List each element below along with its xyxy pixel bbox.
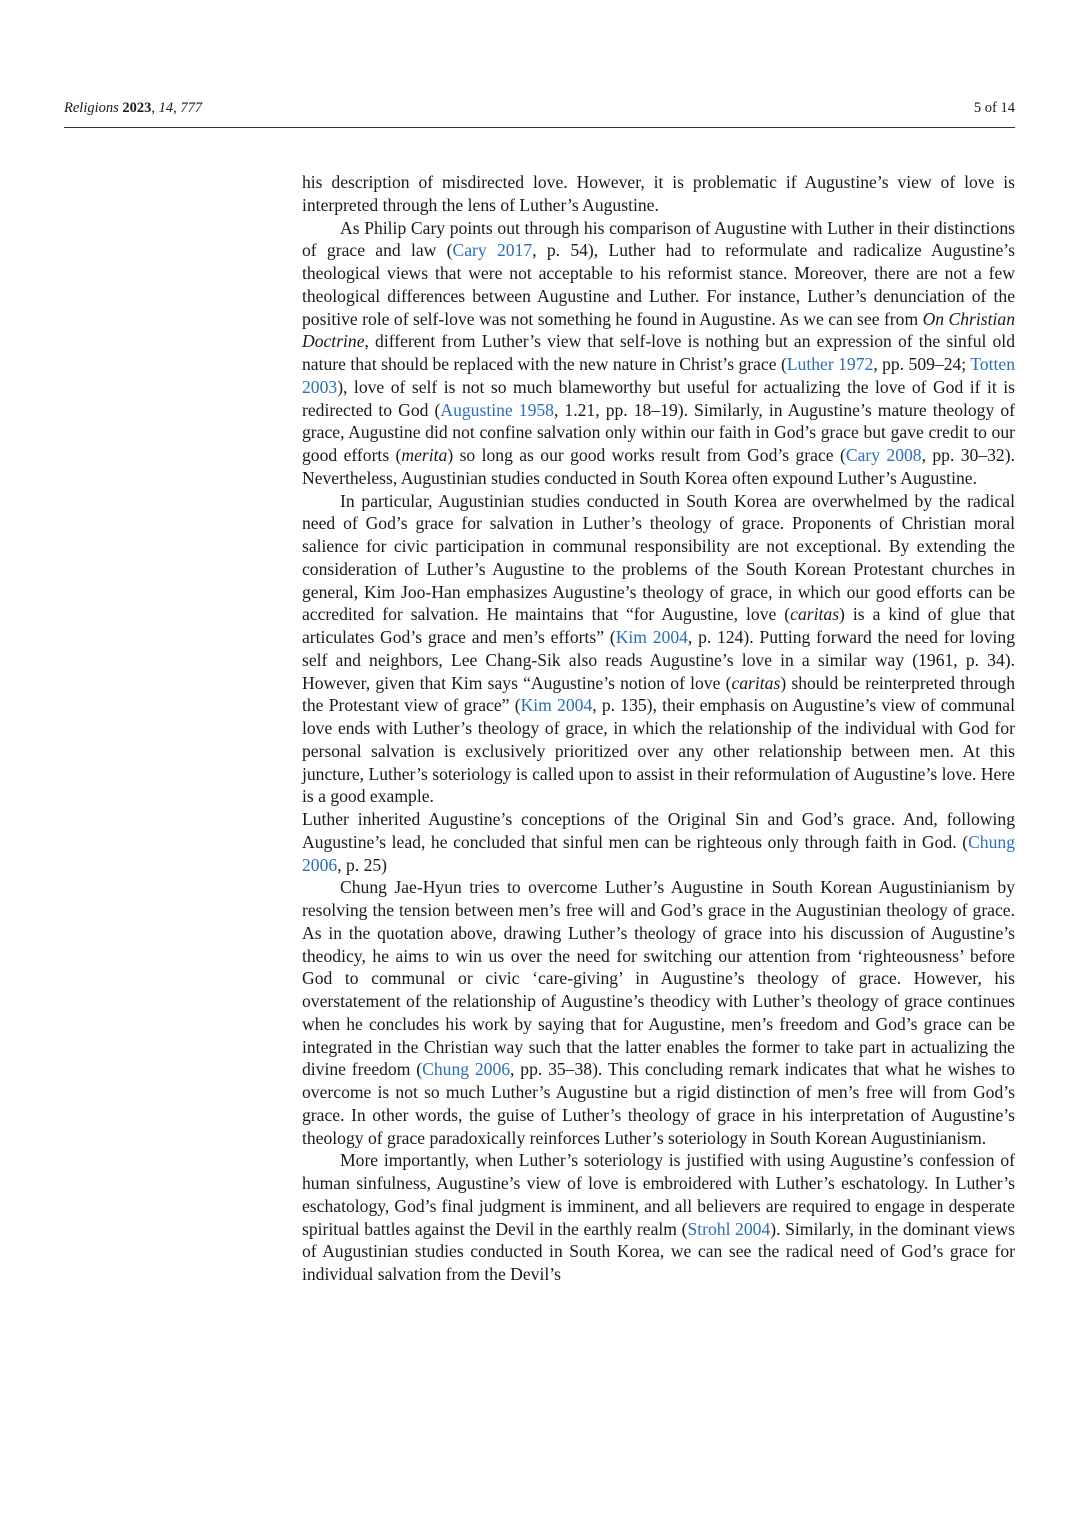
page-number: 5 of 14 — [973, 100, 1015, 116]
citation-link-luther-1972[interactable]: Luther 1972 — [786, 354, 874, 374]
citation-link-augustine-1958[interactable]: Augustine 1958 — [440, 399, 554, 420]
citation-link-kim-2004[interactable]: Kim 2004 — [615, 627, 688, 647]
italic-term: merita — [401, 445, 448, 465]
running-header — [64, 100, 1015, 120]
paragraph-4: Chung Jae-Hyun tries to overcome Luther’s Augustine in South Korean Augustinianism by resolving the tension between men’s free will and God’s grace in the Augustinian theology of grace. As in the quotation above, drawing Luther’s theology of grace into his discussion of Augustine’s theodicy, he aims to win us over the need for switching our attention from ‘righteousness’ before God to communal or civic ‘care-giving’ in Augustine’s theology of grace. However, his overstatement of the relationship of Augustine’s theodicy with Luther’s theology of grace continues when he concludes his work by saying that for Augustine, men’s freedom and God’s grace can be integrated in the Christian way such that the latter enables the former to take part in actualizing the divine freedom (Chung 2006, pp. 35–38). This concluding remark indicates that what he wishes to overcome is not so much Luther’s Augustine but a rigid distinction of men’s free will from God’s grace. In other words, the guise of Luther’s theology of grace in his interpretation of Augustine’s theology of grace paradoxically reinforces Luther’s soteriology in South Korean Augustinianism. — [302, 877, 1015, 1148]
paragraph-2: As Philip Cary points out through his comparison of Augustine with Luther in their distinctions of grace and law (Cary 2017, p. 54), Luther had to reformulate and radicalize Augustine’s theological views that were not acceptable to his reformist stance. Moreover, there are not a few theological differences between Augustine and Luther. For instance, Luther’s denunciation of the positive role of self-love was not something he found in Augustine. As we can see from On Christian Doctrine, different from Luther’s view that self-love is nothing but an expression of the sinful old nature that should be replaced with the new nature in Christ’s grace (Luther 1972, pp. 509–24; Totten 2003), love of self is not so much blameworthy but useful for actualizing the love of God if it is redirected to God (Augustine 1958, 1.21, pp. 18–19). Similarly, in Augustine’s mature theology of grace, Augustine did not confine salvation only within our faith in God’s grace but gave credit to our good efforts (merita) so long as our good works result from God’s grace (Cary 2008, pp. 30–32). Nevertheless, Augustinian studies conducted in South Korea often expound Luther’s Augustine. — [302, 217, 1016, 488]
italic-term: caritas — [790, 604, 840, 625]
citation-volume-page: , 14, 777 — [151, 100, 203, 116]
citation-link-strohl-2004[interactable]: Strohl 2004 — [687, 1218, 771, 1239]
citation-link-cary-2008[interactable]: Cary 2008 — [845, 445, 922, 465]
paragraph-5: More importantly, when Luther’s soteriology is justified with using Augustine’s confession of human sinfulness, Augustine’s view of love is embroidered with Luther’s eschatology. In Luther’s eschatology, God’s final judgment is imminent, and all believers are required to engage in desperate spiritual battles against the Devil in the earthly realm (Strohl 2004). Similarly, in the dominant views of Augustinian studies conducted in South Korea, we can see the radical need of God’s grace for individual salvation from the Devil’s — [302, 1150, 1015, 1284]
italic-title: On Christian Doctrine — [302, 308, 1015, 352]
block-quote: Luther inherited Augustine’s conceptions of the Original Sin and God’s grace. And, following Augustine’s lead, he concluded that sinful men can be righteous only through faith in God. (Chung 2006, p. 25) — [302, 809, 1015, 875]
citation-link-chung-2006[interactable]: Chung 2006 — [422, 1059, 511, 1080]
italic-term: caritas — [731, 672, 781, 693]
journal-citation — [64, 100, 202, 117]
citation-link-kim-2004[interactable]: Kim 2004 — [520, 695, 593, 716]
citation-link-totten-2003[interactable]: Totten 2003 — [302, 354, 1015, 397]
paragraph-3: In particular, Augustinian studies conducted in South Korea are overwhelmed by the radical need of God’s grace for salvation in Luther’s theology of grace. Proponents of Christian moral salience for civic participation in communal responsibility are not exceptional. By extending the consideration of Luther’s Augustine to the problems of the South Korean Protestant churches in general, Kim Joo-Han emphasizes Augustine’s theology of grace, in which our good efforts can be accredited for salvation. He maintains that “for Augustine, love (caritas) is a kind of glue that articulates God’s grace and men’s efforts” (Kim 2004, p. 124). Putting forward the need for loving self and neighbors, Lee Chang-Sik also reads Augustine’s love in a similar way (1961, p. 34). However, given that Kim says “Augustine’s notion of love (caritas) should be reinterpreted through the Protestant view of grace” (Kim 2004, p. 135), their emphasis on Augustine’s view of communal love ends with Luther’s theology of grace, in which the relationship of the individual with God for personal salvation is exclusively prioritized over any other relationship between men. At this juncture, Luther’s soteriology is called upon to assist in their reformulation of Augustine’s love. Here is a good example. — [302, 490, 1016, 807]
journal-name: Religions — [64, 100, 119, 116]
citation-link-chung-2006[interactable]: Chung 2006 — [302, 831, 1015, 875]
paragraph-1: his description of misdirected love. However, it is problematic if Augustine’s view of love is interpreted through the lens of Luther’s Augustine. — [302, 172, 1015, 215]
citation-link-cary-2017[interactable]: Cary 2017 — [452, 240, 533, 261]
citation-year: 2023 — [122, 100, 152, 116]
main-text — [302, 171, 1015, 1286]
header-rule — [64, 127, 1015, 128]
